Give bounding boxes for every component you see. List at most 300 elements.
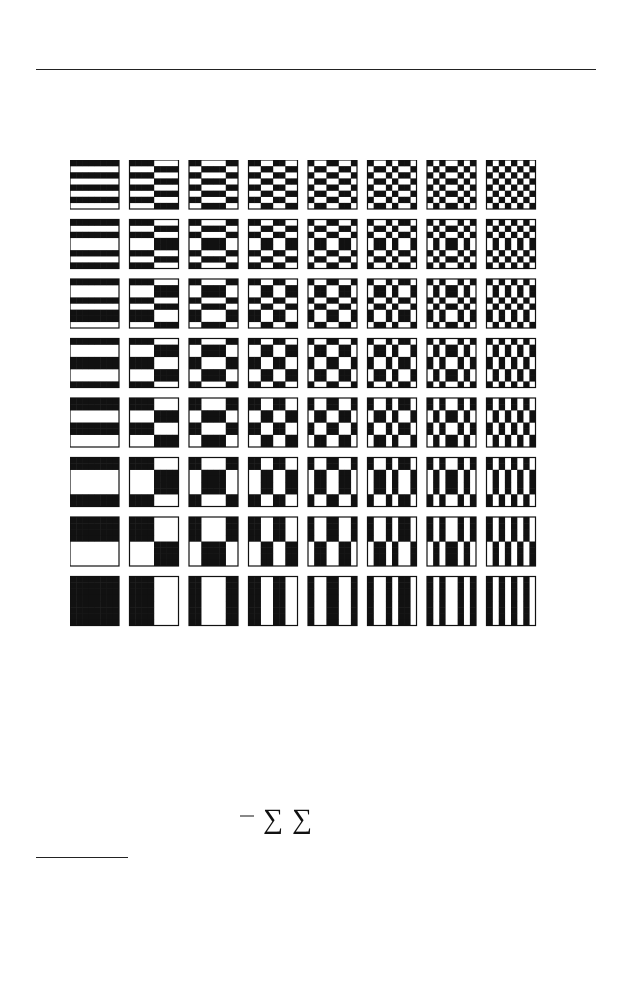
basis-cell [320,238,326,244]
basis-cell [226,429,232,435]
basis-cell [136,172,142,178]
basis-cell [511,250,517,256]
basis-cell [226,500,232,506]
basis-cell [427,458,433,464]
basis-cell [261,470,267,476]
basis-cell [351,172,357,178]
basis-cell [368,297,374,303]
basis-cell [345,256,351,262]
basis-cell [427,262,433,268]
basis-cell [452,203,458,209]
basis-cell [226,589,232,595]
basis-cell [386,381,392,387]
basis-cell [195,398,201,404]
basis-cell [76,607,82,613]
basis-cell [249,458,255,464]
basis-cell [249,363,255,369]
basis-cell [433,542,439,548]
basis-cell [380,203,386,209]
basis-cell [285,322,291,328]
basis-cell [148,404,154,410]
basis-cell [464,304,470,310]
basis-cell [130,185,136,191]
basis-image-frame [70,220,119,269]
basis-cell [130,398,136,404]
basis-cell [458,160,464,166]
basis-cell [154,203,160,209]
basis-cell [273,613,279,619]
basis-cell [249,464,255,470]
basis-cell [392,203,398,209]
basis-cell [333,197,339,203]
basis-cell [201,203,207,209]
basis-cell [195,310,201,316]
basis-cell [70,494,76,500]
basis-cell [130,316,136,322]
basis-cell [273,429,279,435]
basis-cell [493,244,499,250]
basis-cell [333,398,339,404]
basis-cell [148,577,154,583]
basis-cell [166,548,172,554]
basis-cell [339,244,345,250]
basis-cell [517,256,523,262]
basis-cell [493,369,499,375]
basis-cell [232,172,238,178]
basis-cell [130,458,136,464]
basis-cell [113,494,119,500]
basis-image [130,577,179,626]
basis-cell [166,322,172,328]
basis-cell [142,232,148,238]
basis-cell [439,607,445,613]
basis-cell [404,381,410,387]
basis-cell [214,488,220,494]
basis-cell [505,435,511,441]
basis-cell [261,166,267,172]
basis-cell [398,619,404,625]
basis-cell [70,619,76,625]
basis-cell [267,375,273,381]
basis-cell [333,583,339,589]
basis-cell [487,589,493,595]
basis-cell [439,601,445,607]
basis-cell [505,476,511,482]
basis-cell [326,535,332,541]
basis-cell [333,316,339,322]
basis-cell [386,339,392,345]
basis-cell [267,304,273,310]
basis-image [249,220,298,269]
basis-cell [445,322,451,328]
basis-cell [226,197,232,203]
basis-cell [189,339,195,345]
basis-cell [136,577,142,583]
basis-cell [333,297,339,303]
basis-cell [439,523,445,529]
basis-cell [95,220,101,226]
basis-cell [82,607,88,613]
basis-cell [374,470,380,476]
basis-image [368,577,417,626]
basis-cell [392,256,398,262]
basis-cell [189,523,195,529]
basis-cell [214,548,220,554]
basis-cell [220,410,226,416]
basis-cell [452,369,458,375]
basis-cell [101,619,107,625]
basis-cell [368,404,374,410]
basis-cell [255,357,261,363]
basis-cell [148,297,154,303]
basis-cell [261,369,267,375]
basis-cell [333,357,339,363]
basis-cell [511,529,517,535]
basis-cell [201,322,207,328]
basis-cell [279,429,285,435]
basis-cell [154,291,160,297]
basis-cell [160,304,166,310]
basis-cell [166,476,172,482]
basis-cell [273,160,279,166]
basis-cell [511,357,517,363]
basis-cell [308,494,314,500]
basis-cell [458,517,464,523]
basis-cell [279,583,285,589]
basis-cell [517,542,523,548]
basis-cell [326,500,332,506]
basis-cell [113,339,119,345]
basis-cell [511,619,517,625]
basis-cell [88,357,94,363]
basis-cell [207,322,213,328]
basis-cell [517,238,523,244]
basis-cell [368,310,374,316]
basis-cell [445,191,451,197]
basis-cell [326,458,332,464]
basis-cell [439,279,445,285]
basis-cell [273,523,279,529]
basis-cell [172,191,178,197]
basis-cell [76,589,82,595]
basis-cell [142,529,148,535]
basis-cell [88,535,94,541]
basis-cell [76,601,82,607]
basis-cell [517,435,523,441]
basis-cell [273,619,279,625]
basis-cell [189,601,195,607]
basis-cell [398,279,404,285]
basis-cell [464,238,470,244]
basis-cell [76,279,82,285]
basis-cell [404,577,410,583]
basis-cell [267,244,273,250]
basis-cell [255,517,261,523]
basis-cell [368,458,374,464]
basis-cell [70,357,76,363]
basis-cell [273,279,279,285]
basis-cell [232,589,238,595]
basis-cell [226,404,232,410]
basis-cell [195,279,201,285]
basis-cell [320,548,326,554]
basis-cell [439,577,445,583]
basis-cell [511,595,517,601]
basis-cell [439,613,445,619]
basis-cell [404,607,410,613]
basis-cell [160,470,166,476]
basis-cell [70,363,76,369]
basis-cell [368,529,374,535]
basis-cell [386,500,392,506]
basis-cell [404,464,410,470]
basis-cell [380,345,386,351]
basis-cell [195,577,201,583]
basis-cell [201,238,207,244]
basis-cell [232,595,238,601]
basis-cell [487,577,493,583]
basis-cell [70,429,76,435]
basis-cell [166,554,172,560]
basis-cell [220,285,226,291]
basis-image [427,577,476,626]
basis-cell [220,554,226,560]
basis-cell [326,589,332,595]
basis-cell [308,357,314,363]
basis-cell [398,429,404,435]
basis-cell [433,322,439,328]
basis-cell [220,435,226,441]
basis-cell [351,250,357,256]
basis-cell [285,416,291,422]
basis-cell [160,435,166,441]
basis-cell [345,226,351,232]
basis-cell [154,322,160,328]
basis-cell [267,554,273,560]
basis-cell [404,220,410,226]
basis-cell [160,178,166,184]
basis-cell [374,410,380,416]
basis-cell [76,404,82,410]
basis-cell [95,316,101,322]
basis-cell [130,172,136,178]
basis-cell [523,595,529,601]
basis-cell [201,416,207,422]
basis-cell [113,316,119,322]
basis-cell [291,322,297,328]
basis-cell [101,172,107,178]
basis-cell [374,416,380,422]
basis-cell [333,494,339,500]
basis-cell [142,423,148,429]
basis-cell [404,262,410,268]
basis-cell [439,423,445,429]
basis-cell [458,613,464,619]
basis-cell [130,423,136,429]
basis-cell [130,279,136,285]
basis-cell [392,226,398,232]
basis-cell [427,607,433,613]
basis-cell [368,381,374,387]
basis-cell [487,429,493,435]
basis-cell [232,535,238,541]
basis-cell [410,178,416,184]
basis-cell [82,589,88,595]
basis-image [70,220,119,269]
basis-cell [326,220,332,226]
basis-cell [380,554,386,560]
basis-cell [368,172,374,178]
basis-cell [107,339,113,345]
basis-cell [76,535,82,541]
basis-cell [154,238,160,244]
basis-cell [279,310,285,316]
basis-cell [470,429,476,435]
basis-cell [427,500,433,506]
basis-cell [95,262,101,268]
basis-cell [308,381,314,387]
basis-cell [148,381,154,387]
basis-cell [339,191,345,197]
basis-cell [249,197,255,203]
basis-cell [368,316,374,322]
basis-cell [88,381,94,387]
basis-cell [273,232,279,238]
basis-cell [249,357,255,363]
basis-cell [214,470,220,476]
basis-cell [101,404,107,410]
basis-cell [142,262,148,268]
basis-cell [529,166,535,172]
basis-cell [255,423,261,429]
basis-cell [351,357,357,363]
basis-cell [470,595,476,601]
basis-cell [529,304,535,310]
basis-cell [76,529,82,535]
basis-cell [386,517,392,523]
basis-cell [113,458,119,464]
basis-cell [172,351,178,357]
basis-cell [487,398,493,404]
basis-cell [285,441,291,447]
basis-cell [517,166,523,172]
basis-cell [279,363,285,369]
basis-cell [148,423,154,429]
basis-cell [368,279,374,285]
basis-cell [326,429,332,435]
basis-cell [76,494,82,500]
basis-cell [368,429,374,435]
basis-cell [70,279,76,285]
basis-cell [136,619,142,625]
basis-cell [101,613,107,619]
basis-cell [154,470,160,476]
basis-cell [136,613,142,619]
basis-cell [439,464,445,470]
basis-cell [433,470,439,476]
basis-cell [452,548,458,554]
basis-cell [470,589,476,595]
basis-cell [308,262,314,268]
basis-cell [166,369,172,375]
basis-cell [326,363,332,369]
basis-cell [499,279,505,285]
basis-cell [427,297,433,303]
basis-cell [142,357,148,363]
basis-cell [392,304,398,310]
basis-cell [249,398,255,404]
basis-cell [249,429,255,435]
basis-cell [452,482,458,488]
basis-cell [226,316,232,322]
basis-cell [445,291,451,297]
basis-cell [172,203,178,209]
basis-cell [267,410,273,416]
basis-cell [291,203,297,209]
basis-cell [189,517,195,523]
basis-cell [351,404,357,410]
basis-cell [88,619,94,625]
basis-cell [404,601,410,607]
basis-cell [452,470,458,476]
basis-cell [189,577,195,583]
basis-cell [511,363,517,369]
basis-cell [392,178,398,184]
basis-cell [189,310,195,316]
basis-cell [291,285,297,291]
basis-cell [267,542,273,548]
basis-cell [374,291,380,297]
basis-cell [404,613,410,619]
basis-cell [404,316,410,322]
basis-cell [386,357,392,363]
basis-cell [95,464,101,470]
basis-cell [320,410,326,416]
header-rule [36,69,596,70]
basis-cell [326,250,332,256]
basis-cell [458,339,464,345]
basis-cell [261,345,267,351]
basis-cell [70,398,76,404]
basis-cell [320,256,326,262]
basis-cell [351,423,357,429]
basis-cell [148,172,154,178]
basis-cell [523,357,529,363]
basis-cell [499,523,505,529]
basis-cell [439,220,445,226]
basis-cell [529,203,535,209]
basis-cell [201,554,207,560]
basis-cell [261,304,267,310]
basis-cell [142,172,148,178]
basis-cell [398,381,404,387]
basis-cell [452,351,458,357]
basis-cell [88,363,94,369]
basis-cell [499,398,505,404]
basis-cell [70,517,76,523]
basis-cell [232,316,238,322]
basis-cell [380,476,386,482]
basis-cell [314,554,320,560]
basis-cell [189,429,195,435]
basis-cell [464,322,470,328]
basis-cell [148,160,154,166]
basis-cell [249,494,255,500]
basis-cell [320,244,326,250]
basis-cell [113,404,119,410]
basis-cell [380,410,386,416]
basis-cell [101,316,107,322]
